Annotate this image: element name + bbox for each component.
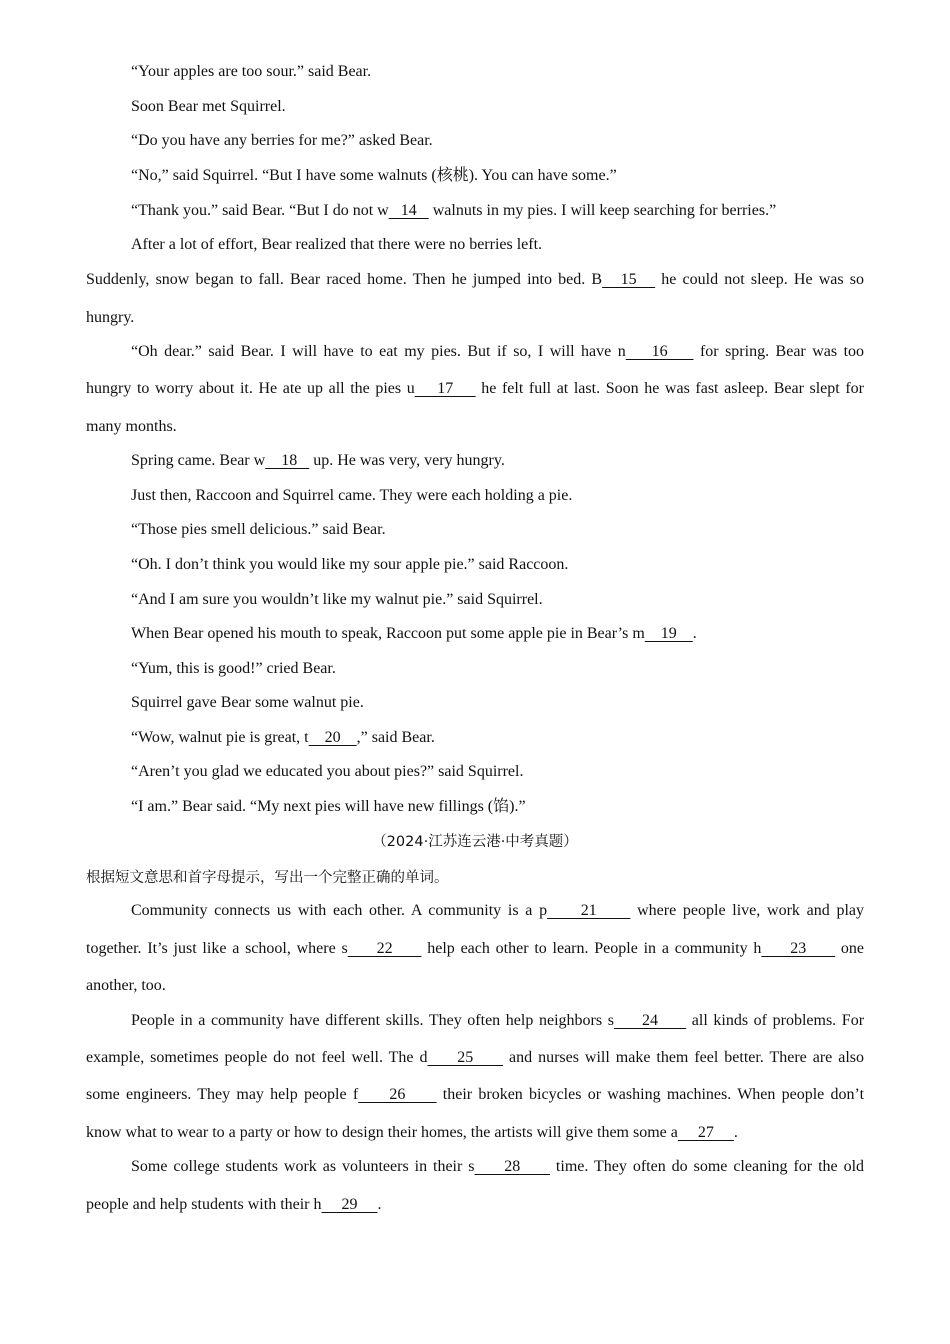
text: “Those pies smell delicious.” said Bear. — [131, 521, 386, 538]
blank-24[interactable]: 24 — [613, 1012, 687, 1029]
text: their broken bicycles or washing machines. When people don’t — [436, 1086, 865, 1103]
text: “Your apples are too sour.” said Bear. — [131, 63, 372, 80]
text: “I am.” Bear said. “My next pies will have new fillings (馅).” — [131, 798, 526, 815]
text: “Oh. I don’t think you would like my sour apple pie.” said Raccoon. — [131, 556, 569, 573]
text: Squirrel gave Bear some walnut pie. — [131, 694, 364, 711]
text: People in a community have different skills. They often help neighbors s — [131, 1012, 614, 1029]
text: . — [377, 1196, 382, 1213]
story-line-13 — [131, 485, 864, 507]
story-line-12 — [131, 450, 864, 472]
text: all kinds of problems. For — [686, 1012, 865, 1029]
story-line-17 — [131, 623, 864, 645]
text: people and help students with their h — [86, 1196, 322, 1213]
text: Some college students work as volunteers in their s — [131, 1158, 475, 1175]
blank-16[interactable]: 16 — [625, 343, 694, 360]
passage-line-3 — [86, 975, 864, 997]
text: another, too. — [86, 977, 166, 994]
text: When Bear opened his mouth to speak, Raccoon put some apple pie in Bear’s m — [131, 625, 645, 642]
blank-27[interactable]: 27 — [677, 1124, 734, 1141]
blank-20[interactable]: 20 — [308, 729, 357, 746]
story-line-14 — [131, 519, 864, 541]
text: where people live, work and play — [630, 902, 864, 919]
passage-line-4 — [131, 1010, 864, 1032]
story-line-10 — [86, 378, 864, 400]
text: up. He was very, very hungry. — [309, 452, 505, 469]
text: “No,” said Squirrel. “But I have some walnuts (核桃). You can have some.” — [131, 167, 617, 184]
story-line-15 — [131, 554, 864, 576]
text: he felt full at last. Soon he was fast asleep. Bear slept for — [475, 380, 864, 397]
text: Community connects us with each other. A community is a p — [131, 902, 548, 919]
text: （2024·江苏连云港·中考真题） — [372, 834, 578, 850]
story-line-11 — [86, 416, 864, 438]
story-line-18 — [131, 658, 864, 680]
text: “Yum, this is good!” cried Bear. — [131, 660, 336, 677]
text: together. It’s just like a school, where s — [86, 940, 348, 957]
story-line-7 — [86, 269, 864, 291]
passage-line-5 — [86, 1047, 864, 1069]
text: he could not sleep. He was so — [655, 271, 865, 288]
text: . — [692, 625, 697, 642]
passage-line-2 — [86, 938, 864, 960]
passage-line-7 — [86, 1122, 864, 1144]
text: time. They often do some cleaning for the old — [549, 1158, 865, 1175]
story-line-9 — [131, 341, 864, 363]
story-line-4 — [131, 165, 864, 187]
text: “Wow, walnut pie is great, t — [131, 729, 309, 746]
story-line-8 — [86, 307, 864, 329]
blank-15[interactable]: 15 — [602, 271, 656, 288]
text: . — [733, 1124, 738, 1141]
story-line-20 — [131, 727, 864, 749]
text: “Aren’t you glad we educated you about pies?” said Squirrel. — [131, 763, 524, 780]
text: Suddenly, snow began to fall. Bear raced home. Then he jumped into bed. B — [86, 271, 603, 288]
text: and nurses will make them feel better. There are also — [503, 1049, 864, 1066]
text: know what to wear to a party or how to design their homes, the artists will give them some a — [86, 1124, 678, 1141]
text: Soon Bear met Squirrel. — [131, 98, 286, 115]
blank-18[interactable]: 18 — [265, 452, 310, 469]
text: “Do you have any berries for me?” asked Bear. — [131, 132, 433, 149]
blank-21[interactable]: 21 — [547, 902, 631, 919]
text: walnuts in my pies. I will keep searching for berries.” — [428, 202, 777, 219]
story-line-19 — [131, 692, 864, 714]
blank-26[interactable]: 26 — [358, 1086, 437, 1103]
story-line-22 — [131, 796, 864, 818]
blank-22[interactable]: 22 — [347, 940, 422, 957]
blank-19[interactable]: 19 — [644, 625, 693, 642]
text: some engineers. They may help people f — [86, 1086, 359, 1103]
story-line-6 — [131, 234, 864, 256]
text: one — [835, 940, 865, 957]
text: Just then, Raccoon and Squirrel came. They were each holding a pie. — [131, 487, 573, 504]
text: help each other to learn. People in a community h — [421, 940, 762, 957]
text: many months. — [86, 418, 177, 435]
text: Spring came. Bear w — [131, 452, 266, 469]
story-line-5 — [131, 200, 864, 222]
blank-28[interactable]: 28 — [474, 1158, 550, 1175]
text: ,” said Bear. — [356, 729, 435, 746]
story-line-1 — [131, 61, 864, 83]
story-line-21 — [131, 761, 864, 783]
story-line-16 — [131, 589, 864, 611]
passage-line-9 — [86, 1194, 864, 1216]
text: for spring. Bear was too — [693, 343, 865, 360]
passage-line-6 — [86, 1084, 864, 1106]
blank-23[interactable]: 23 — [761, 940, 836, 957]
instruction — [86, 867, 864, 889]
blank-25[interactable]: 25 — [427, 1049, 504, 1066]
blank-29[interactable]: 29 — [321, 1196, 378, 1213]
passage-line-8 — [131, 1156, 864, 1178]
text: “Oh dear.” said Bear. I will have to eat my pies. But if so, I will have n — [131, 343, 626, 360]
text: hungry to worry about it. He ate up all the pies u — [86, 380, 415, 397]
text: hungry. — [86, 309, 135, 326]
exam-source — [86, 831, 864, 853]
passage-line-1 — [131, 900, 864, 922]
story-line-2 — [131, 96, 864, 118]
blank-17[interactable]: 17 — [414, 380, 476, 397]
text: example, sometimes people do not feel well. The d — [86, 1049, 428, 1066]
text: “And I am sure you wouldn’t like my walnut pie.” said Squirrel. — [131, 591, 543, 608]
text: “Thank you.” said Bear. “But I do not w — [131, 202, 389, 219]
text: After a lot of effort, Bear realized that there were no berries left. — [131, 236, 543, 253]
blank-14[interactable]: 14 — [388, 202, 429, 219]
text: 根据短文意思和首字母提示，写出一个完整正确的单词。 — [86, 870, 449, 886]
story-line-3 — [131, 130, 864, 152]
